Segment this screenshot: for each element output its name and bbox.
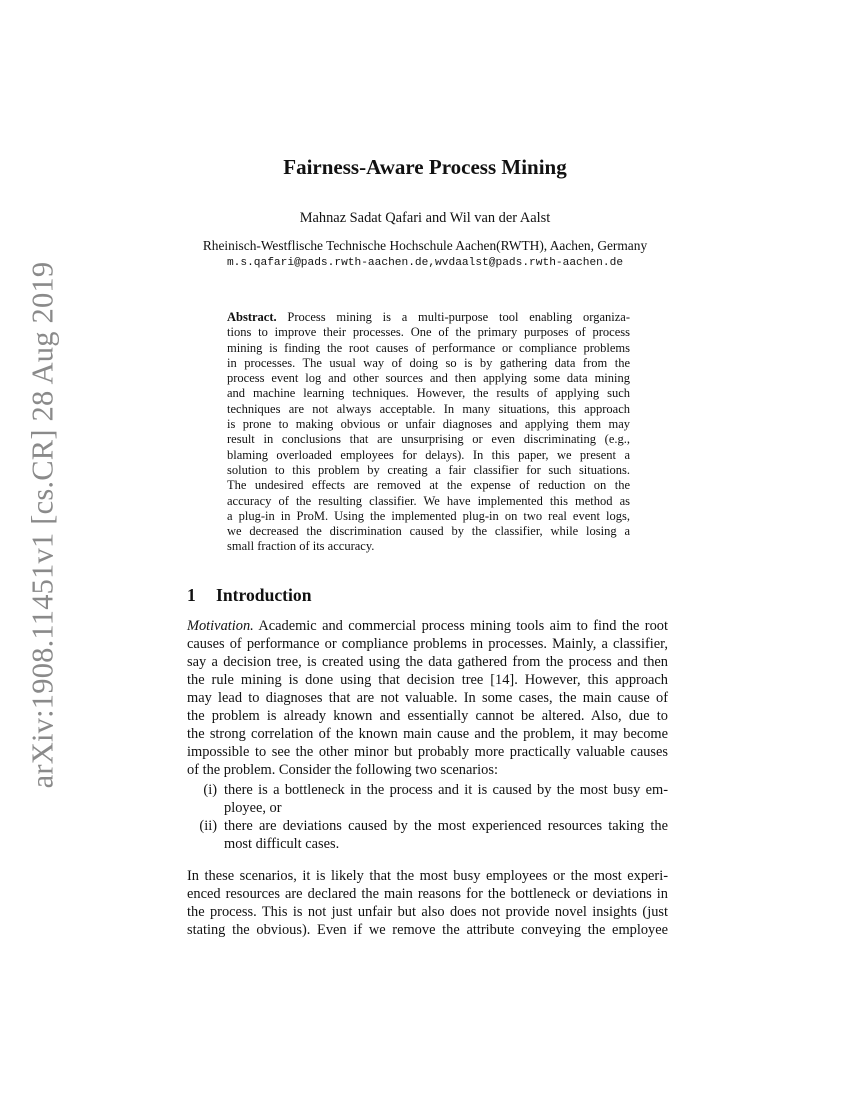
abstract-line: result in conclusions that are unsurprising or even discriminating (e.g., [227, 432, 630, 447]
paragraph-line: the process. This is not just unfair but also does not provide novel insights (just [187, 903, 668, 920]
paragraph-lead: Motivation. [187, 618, 254, 634]
paragraph-line: may lead to diagnoses that are not valuable. In some cases, the main cause of [187, 689, 668, 706]
abstract-line: small fraction of its accuracy. [227, 539, 375, 554]
body-paragraph [187, 868, 668, 940]
abstract-line: and machine learning techniques. However, the results of applying such [227, 386, 630, 401]
abstract-line [227, 310, 630, 325]
abstract-line: is prone to making obvious or unfair diagnoses and applying them may [227, 417, 630, 432]
paragraph-line: In these scenarios, it is likely that the most busy employees or the most experi- [187, 868, 668, 884]
paragraph-line: the strong correlation of the known main cause and the problem, it may become [187, 725, 668, 742]
abstract-line: solution to this problem by creating a fair classifier for such situations. [227, 462, 630, 477]
abstract-line: blaming overloaded employees for delays). In this paper, we present a [227, 447, 630, 462]
abstract-line: mining is finding the root causes of performance or compliance problems [227, 340, 630, 355]
scenario-item [187, 818, 668, 854]
paragraph-line-text: Academic and commercial process mining tools aim to find the root [253, 618, 668, 634]
arxiv-stamp [18, 261, 68, 789]
scenario-line: ployee, or [224, 799, 282, 816]
abstract-label: Abstract. [227, 310, 277, 324]
scenario-label: (ii) [199, 817, 217, 834]
paragraph-line: enced resources are declared the main reasons for the bottleneck or deviations in [187, 885, 668, 902]
paragraph-line: impossible to see the other minor but probably more practically valuable causes [187, 743, 668, 760]
paragraph-line: say a decision tree, is created using the data gathered from the process and then [187, 653, 668, 670]
paragraph-line: the rule mining is done using that decision tree [14]. However, this approach [187, 671, 668, 688]
section-title: Introduction [216, 585, 312, 605]
abstract-line: a plug-in in ProM. Using the implemented plug-in on two real event logs, [227, 508, 630, 523]
paragraph-line: of the problem. Consider the following two scenarios: [187, 761, 498, 778]
abstract-line-text: Process mining is a multi-purpose tool enabling organiza- [276, 310, 630, 324]
abstract-line: process event log and other sources and then applying some data mining [227, 371, 630, 386]
arxiv-stamp-text: arXiv:1908.11451v1 [cs.CR] 28 Aug 2019 [25, 261, 60, 789]
paragraph-line: causes of performance or compliance problems in processes. Mainly, a classifier, [187, 635, 668, 652]
author-affiliation: Rheinisch-Westflische Technische Hochschule Aachen(RWTH), Aachen, Germany [202, 238, 648, 253]
abstract [227, 310, 630, 555]
scenario-label: (i) [203, 782, 217, 798]
scenario-line: there are deviations caused by the most experienced resources taking the [224, 817, 668, 834]
abstract-line: The undesired effects are removed at the expense of reduction on the [227, 478, 630, 493]
scenario-line: there is a bottleneck in the process and it is caused by the most busy em- [224, 782, 668, 798]
paper-authors: Mahnaz Sadat Qafari and Wil van der Aalst [299, 210, 551, 226]
paragraph-line [187, 618, 668, 636]
author-emails: m.s.qafari@pads.rwth-aachen.de,wvdaalst@pads.rwth-aachen.de [226, 257, 624, 269]
abstract-line: tions to improve their processes. One of the primary purposes of process [227, 325, 630, 340]
abstract-line: we decreased the discrimination caused by the classifier, while losing a [227, 524, 630, 539]
abstract-line: techniques are not always acceptable. In many situations, this approach [227, 401, 630, 416]
abstract-line: in processes. The usual way of doing so is by gathering data from the [227, 355, 630, 370]
section-number: 1 [187, 585, 196, 605]
intro-paragraph [187, 618, 668, 780]
abstract-line: accuracy of the resulting classifier. We have implemented this method as [227, 493, 630, 508]
paragraph-line: the problem is already known and essentially cannot be altered. Also, due to [187, 707, 668, 724]
scenario-item [187, 782, 668, 818]
paper-title: Fairness-Aware Process Mining [283, 155, 567, 179]
scenario-list [187, 782, 668, 854]
section-heading [187, 585, 312, 606]
paragraph-line: stating the obvious). Even if we remove the attribute conveying the employee [187, 921, 668, 938]
scenario-line: most difficult cases. [224, 835, 340, 852]
